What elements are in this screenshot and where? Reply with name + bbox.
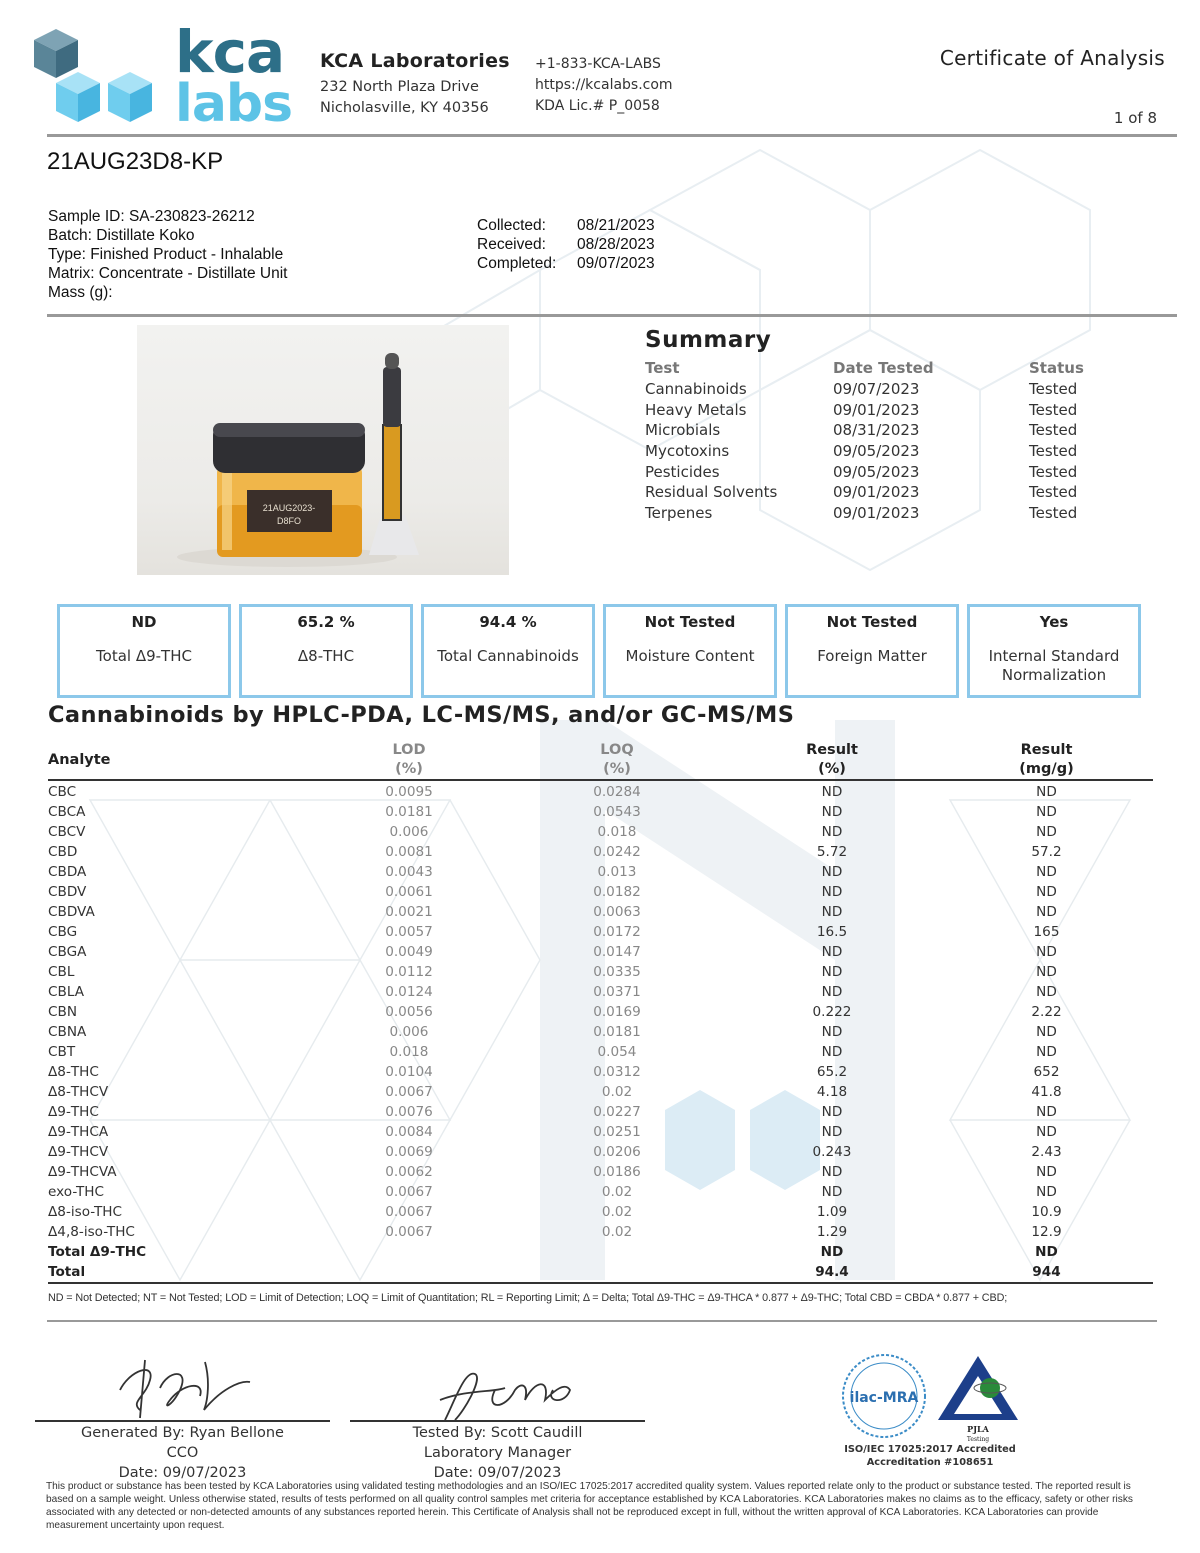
cell-analyte: Total Δ9-THC: [48, 1244, 147, 1260]
summary-row: [645, 441, 1119, 462]
summary-test: Microbials: [645, 421, 721, 440]
date-collected: Collected: 08/21/2023: [477, 217, 655, 234]
cell-analyte: CBCV: [48, 824, 86, 840]
cell-result-pct: ND: [821, 884, 843, 900]
table-row: [48, 862, 1153, 882]
cell-result-pct: ND: [820, 1244, 844, 1260]
summary-status: Tested: [1029, 504, 1078, 523]
header-divider: [47, 134, 1177, 137]
signature-line-2: [350, 1420, 645, 1422]
cell-lod: 0.0056: [385, 1004, 433, 1020]
cell-lod: 0.006: [389, 824, 429, 840]
cell-lod: 0.0067: [385, 1084, 433, 1100]
cell-lod: 0.0076: [385, 1104, 433, 1120]
cell-analyte: CBD: [48, 844, 78, 860]
cell-result-pct: ND: [821, 1184, 843, 1200]
cell-loq: 0.02: [601, 1184, 633, 1200]
product-photo: [137, 325, 509, 575]
cell-result-pct: 16.5: [816, 924, 848, 940]
table-row: [48, 942, 1153, 962]
license-number: KDA Lic.# P_0058: [535, 98, 660, 114]
jar-label-line1: 21AUG2023-: [262, 503, 316, 513]
table-row: [48, 1042, 1153, 1062]
signature-line-1: [35, 1420, 330, 1422]
cube-bottom-left: [56, 72, 100, 122]
cell-result-pct: 4.18: [816, 1084, 848, 1100]
total-row: [48, 1242, 1153, 1262]
cell-loq: 0.0147: [593, 944, 641, 960]
cell-lod: 0.0104: [385, 1064, 433, 1080]
summary-row: [645, 482, 1119, 503]
cell-result-mg: 41.8: [1031, 1084, 1062, 1100]
cannabinoids-table: [48, 741, 1153, 1284]
cell-result-mg: ND: [1036, 1124, 1057, 1140]
cell-analyte: Total: [48, 1264, 86, 1280]
result-box-label: Internal Standard Normalization: [988, 647, 1120, 684]
result-box-value: 94.4 %: [479, 613, 537, 631]
product-illustration: [137, 325, 509, 575]
cell-analyte: Δ8-THCV: [48, 1084, 109, 1100]
sample-batch: Batch: Distillate Koko: [48, 227, 195, 244]
table-footnote: ND = Not Detected; NT = Not Tested; LOD = Limit of Detection; LOQ = Limit of Quantitation; RL = Reporting Limit; Δ = Delta; Total Δ9-THC = Δ9-THCA * 0.877 + Δ9-THC; Total CBD = CBDA * 0.877 + CBD;: [48, 1292, 1008, 1304]
cell-result-mg: ND: [1036, 804, 1057, 820]
cell-result-pct: ND: [821, 984, 843, 1000]
cell-loq: 0.018: [597, 824, 637, 840]
summary-date: 09/01/2023: [833, 504, 920, 523]
cell-result-mg: 12.9: [1031, 1224, 1062, 1240]
table-bottom-rule: [48, 1282, 1153, 1284]
result-box-value: Not Tested: [644, 613, 736, 631]
cell-result-pct: ND: [821, 864, 843, 880]
cell-loq: 0.0172: [593, 924, 641, 940]
header-loq: LOQ (%): [600, 742, 634, 777]
table-row: [48, 1082, 1153, 1102]
result-box: [603, 604, 777, 698]
summary-row: [645, 503, 1119, 524]
cell-lod: 0.0067: [385, 1224, 433, 1240]
cell-lod: 0.0095: [385, 784, 433, 800]
table-header: [48, 741, 1153, 781]
sample-dates: [477, 216, 655, 273]
date-received: Received: 08/28/2023: [477, 236, 655, 253]
summary-date: 09/05/2023: [833, 462, 920, 481]
accreditation-text: ISO/IEC 17025:2017 Accredited Accreditation #108651: [844, 1444, 1016, 1468]
table-row: [48, 1142, 1153, 1162]
cell-analyte: CBC: [48, 784, 77, 800]
cell-loq: 0.013: [597, 864, 637, 880]
summary-row: [645, 461, 1119, 482]
cell-result-mg: ND: [1035, 1244, 1058, 1260]
cell-lod: 0.0021: [385, 904, 433, 920]
cell-result-pct: ND: [821, 824, 843, 840]
summary-status: Tested: [1029, 380, 1078, 399]
result-box-label: Foreign Matter: [817, 647, 927, 665]
cell-result-mg: 165: [1033, 924, 1060, 940]
cell-analyte: Δ8-THC: [48, 1064, 99, 1080]
sample-code: 21AUG23D8-KP: [47, 148, 224, 175]
result-box-label: Moisture Content: [625, 647, 755, 665]
cell-loq: 0.0063: [593, 904, 641, 920]
cell-result-mg: ND: [1036, 944, 1057, 960]
cell-analyte: CBGA: [48, 944, 87, 960]
table-row: [48, 802, 1153, 822]
cell-loq: 0.02: [601, 1224, 633, 1240]
cell-analyte: Δ8-iso-THC: [48, 1204, 122, 1220]
pjla-testing-text: Testing: [966, 1436, 990, 1443]
cell-result-pct: 94.4: [815, 1264, 849, 1280]
cell-result-pct: ND: [821, 1024, 843, 1040]
cell-result-mg: ND: [1036, 1164, 1057, 1180]
header-result-pct: Result (%): [806, 742, 858, 777]
result-box: [967, 604, 1141, 698]
cell-loq: 0.02: [601, 1204, 633, 1220]
lab-name: KCA Laboratories: [320, 50, 510, 72]
cell-loq: 0.0206: [593, 1144, 641, 1160]
cell-analyte: CBNA: [48, 1024, 87, 1040]
cell-result-mg: ND: [1036, 1104, 1057, 1120]
cell-result-mg: 2.43: [1031, 1144, 1062, 1160]
cell-result-pct: ND: [821, 1164, 843, 1180]
cube-top-left: [34, 29, 78, 78]
summary-test: Mycotoxins: [645, 442, 730, 461]
cell-loq: 0.0335: [593, 964, 641, 980]
summary-title: Summary: [645, 327, 772, 353]
summary-status: Tested: [1029, 483, 1078, 502]
summary-table: [645, 358, 1119, 524]
lab-contact: [535, 54, 673, 117]
cell-lod: 0.0067: [385, 1204, 433, 1220]
result-box: [421, 604, 595, 698]
summary-test: Heavy Metals: [645, 400, 747, 419]
table-row: [48, 962, 1153, 982]
header-lod: LOD (%): [392, 742, 426, 777]
cell-result-pct: 5.72: [816, 844, 848, 860]
summary-test: Terpenes: [645, 504, 713, 523]
table-row: [48, 1162, 1153, 1182]
cell-result-pct: 1.29: [816, 1224, 848, 1240]
cell-result-pct: ND: [821, 804, 843, 820]
result-box-value: Not Tested: [826, 613, 918, 631]
cell-lod: 0.0112: [385, 964, 433, 980]
cell-result-mg: ND: [1036, 884, 1057, 900]
cell-result-pct: ND: [821, 964, 843, 980]
cell-loq: 0.0186: [593, 1164, 641, 1180]
table-row: [48, 1122, 1153, 1142]
result-box-label: Total Cannabinoids: [437, 647, 579, 665]
cell-loq: 0.0284: [593, 784, 641, 800]
table-row: [48, 1062, 1153, 1082]
summary-row: [645, 420, 1119, 441]
cell-loq: 0.0251: [593, 1124, 641, 1140]
summary-status: Tested: [1029, 400, 1078, 419]
document-title: Certificate of Analysis: [939, 46, 1165, 70]
summary-date: 09/01/2023: [833, 400, 920, 419]
cell-loq: 0.02: [601, 1084, 633, 1100]
summary-status: Tested: [1029, 462, 1078, 481]
signature-scott-caudill: [425, 1360, 575, 1428]
cell-analyte: CBCA: [48, 804, 86, 820]
cell-lod: 0.0067: [385, 1184, 433, 1200]
cell-analyte: CBL: [48, 964, 75, 980]
cell-loq: 0.0371: [593, 984, 641, 1000]
result-box-value: 65.2 %: [297, 613, 355, 631]
logo-text-kca: kca: [175, 18, 285, 86]
table-row: [48, 1002, 1153, 1022]
header-analyte: Analyte: [48, 752, 111, 768]
table-row: [48, 782, 1153, 802]
lab-address: [320, 77, 489, 119]
disclaimer: This product or substance has been tested by KCA Laboratories using validated testing methodologies and an ISO/IEC 17025:2017 accredited quality system. Values reported relate only to the product or substance tested. The reported result is based on a sample weight. Unless otherwise stated, results of tests performed on all quality control samples met criteria for acceptance established by KCA Laboratories. KCA Laboratories makes no claims as to the efficacy, safety or other risks associated with any detected or non-detected amounts of any substances reported herein. This Certificate of Analysis shall not be reproduced except in full, without the written approval of KCA Laboratories. KCA Laboratories can provide measurement uncertainty upon request.: [46, 1481, 1133, 1531]
cell-analyte: Δ9-THCV: [48, 1144, 109, 1160]
cell-result-mg: ND: [1036, 784, 1057, 800]
cell-result-mg: 944: [1032, 1264, 1061, 1280]
cell-result-pct: 1.09: [816, 1204, 848, 1220]
phone: +1-833-KCA-LABS: [535, 56, 661, 72]
cell-result-pct: 0.222: [812, 1004, 852, 1020]
cannabinoids-title: Cannabinoids by HPLC-PDA, LC-MS/MS, and/or GC-MS/MS: [48, 702, 795, 728]
cell-loq: 0.0169: [593, 1004, 641, 1020]
cell-lod: 0.0069: [385, 1144, 433, 1160]
cell-result-mg: ND: [1036, 984, 1057, 1000]
cell-result-mg: ND: [1036, 904, 1057, 920]
cell-result-mg: 57.2: [1031, 844, 1062, 860]
table-row: [48, 882, 1153, 902]
summary-status: Tested: [1029, 442, 1078, 461]
cell-result-mg: ND: [1036, 964, 1057, 980]
website-link[interactable]: https://kcalabs.com: [535, 77, 673, 93]
cell-analyte: exo-THC: [48, 1184, 104, 1200]
cell-loq: 0.0242: [593, 844, 641, 860]
sample-matrix: Matrix: Concentrate - Distillate Unit: [48, 265, 288, 282]
cell-lod: 0.0061: [385, 884, 433, 900]
cell-loq: 0.054: [597, 1044, 637, 1060]
cube-bottom-right: [108, 72, 152, 122]
cell-lod: 0.0181: [385, 804, 433, 820]
pjla-logo: [932, 1352, 1024, 1444]
summary-date: 08/31/2023: [833, 421, 920, 440]
cell-result-pct: ND: [821, 1124, 843, 1140]
cell-loq: 0.0182: [593, 884, 641, 900]
jar-label-line2: D8FO: [276, 516, 302, 526]
result-box-label: Δ8-THC: [297, 647, 355, 665]
details-divider: [47, 314, 1177, 317]
cell-lod: 0.0084: [385, 1124, 433, 1140]
cell-analyte: Δ9-THCA: [48, 1124, 109, 1140]
summary-row: [645, 399, 1119, 420]
cell-analyte: CBDVA: [48, 904, 95, 920]
footnote-divider: [47, 1320, 1157, 1322]
summary-test: Residual Solvents: [645, 483, 778, 502]
summary-status: Tested: [1029, 421, 1078, 440]
cell-lod: 0.0043: [385, 864, 433, 880]
cell-analyte: CBDA: [48, 864, 87, 880]
cell-result-mg: ND: [1036, 864, 1057, 880]
cell-lod: 0.0081: [385, 844, 433, 860]
result-box-value: Yes: [1039, 613, 1069, 631]
cell-result-mg: 2.22: [1031, 1004, 1062, 1020]
total-row: [48, 1262, 1153, 1282]
table-row: [48, 1182, 1153, 1202]
kca-labs-logo-cubes: [30, 28, 155, 130]
cell-result-pct: ND: [821, 1044, 843, 1060]
logo-text-labs: labs: [175, 74, 293, 134]
result-box-value: ND: [131, 613, 157, 631]
summary-date: 09/05/2023: [833, 442, 920, 461]
cell-analyte: CBT: [48, 1044, 76, 1060]
key-results: [57, 604, 1141, 698]
summary-date: 09/01/2023: [833, 483, 920, 502]
cell-lod: 0.0057: [385, 924, 433, 940]
cell-result-mg: ND: [1036, 1044, 1057, 1060]
cell-result-pct: ND: [821, 1104, 843, 1120]
cell-result-mg: ND: [1036, 824, 1057, 840]
table-row: [48, 842, 1153, 862]
result-box: [785, 604, 959, 698]
cell-analyte: CBN: [48, 1004, 77, 1020]
ilac-text: ilac-MRA: [849, 1390, 919, 1406]
cell-lod: 0.018: [389, 1044, 429, 1060]
cell-analyte: CBLA: [48, 984, 85, 1000]
cell-lod: 0.0049: [385, 944, 433, 960]
result-box-label: Total Δ9-THC: [96, 647, 192, 665]
result-box: [239, 604, 413, 698]
cell-result-pct: ND: [821, 784, 843, 800]
cell-lod: 0.0062: [385, 1164, 433, 1180]
cell-loq: 0.0543: [593, 804, 641, 820]
cell-result-mg: ND: [1036, 1024, 1057, 1040]
cell-result-mg: 652: [1033, 1064, 1060, 1080]
sample-mass: Mass (g):: [48, 284, 113, 301]
ilac-mra-logo: [840, 1352, 928, 1440]
date-completed: Completed: 09/07/2023: [477, 255, 655, 272]
summary-test: Pesticides: [645, 462, 720, 481]
table-row: [48, 1022, 1153, 1042]
cell-result-mg: 10.9: [1031, 1204, 1062, 1220]
cell-loq: 0.0181: [593, 1024, 641, 1040]
summary-row: [645, 379, 1119, 400]
signature-block-generated: Generated By: Ryan Bellone CCO Date: 09/07/2023: [81, 1425, 284, 1481]
cell-lod: 0.006: [389, 1024, 429, 1040]
cell-analyte: Δ9-THCVA: [48, 1164, 117, 1180]
cell-lod: 0.0124: [385, 984, 433, 1000]
address-line2: Nicholasville, KY 40356: [320, 100, 489, 116]
cell-analyte: CBDV: [48, 884, 87, 900]
page-number: 1 of 8: [1113, 109, 1157, 127]
cell-result-pct: 65.2: [816, 1064, 848, 1080]
signature-ryan-bellone: [110, 1350, 260, 1422]
result-box: [57, 604, 231, 698]
cell-result-pct: ND: [821, 904, 843, 920]
cell-analyte: Δ4,8-iso-THC: [48, 1224, 135, 1240]
cell-result-pct: ND: [821, 944, 843, 960]
cell-loq: 0.0312: [593, 1064, 641, 1080]
table-row: [48, 1102, 1153, 1122]
summary-header: Test Date Tested Status: [645, 359, 1084, 378]
cell-analyte: Δ9-THC: [48, 1104, 99, 1120]
header-result-mg: Result (mg/g): [1019, 742, 1074, 777]
table-row: [48, 982, 1153, 1002]
pjla-text: PJLA: [967, 1424, 989, 1434]
sample-type: Type: Finished Product - Inhalable: [48, 246, 284, 263]
signature-block-tested: Tested By: Scott Caudill Laboratory Manager Date: 09/07/2023: [412, 1425, 583, 1481]
summary-test: Cannabinoids: [645, 380, 747, 399]
address-line1: 232 North Plaza Drive: [320, 79, 479, 95]
sample-id: Sample ID: SA-230823-26212: [48, 208, 255, 225]
cell-analyte: CBG: [48, 924, 78, 940]
cell-result-mg: ND: [1036, 1184, 1057, 1200]
cell-loq: 0.0227: [593, 1104, 641, 1120]
table-row: [48, 902, 1153, 922]
summary-date: 09/07/2023: [833, 380, 920, 399]
sample-details: [48, 207, 287, 302]
table-row: [48, 1222, 1153, 1242]
cell-result-pct: 0.243: [812, 1144, 852, 1160]
table-row: [48, 922, 1153, 942]
table-row: [48, 822, 1153, 842]
table-row: [48, 1202, 1153, 1222]
